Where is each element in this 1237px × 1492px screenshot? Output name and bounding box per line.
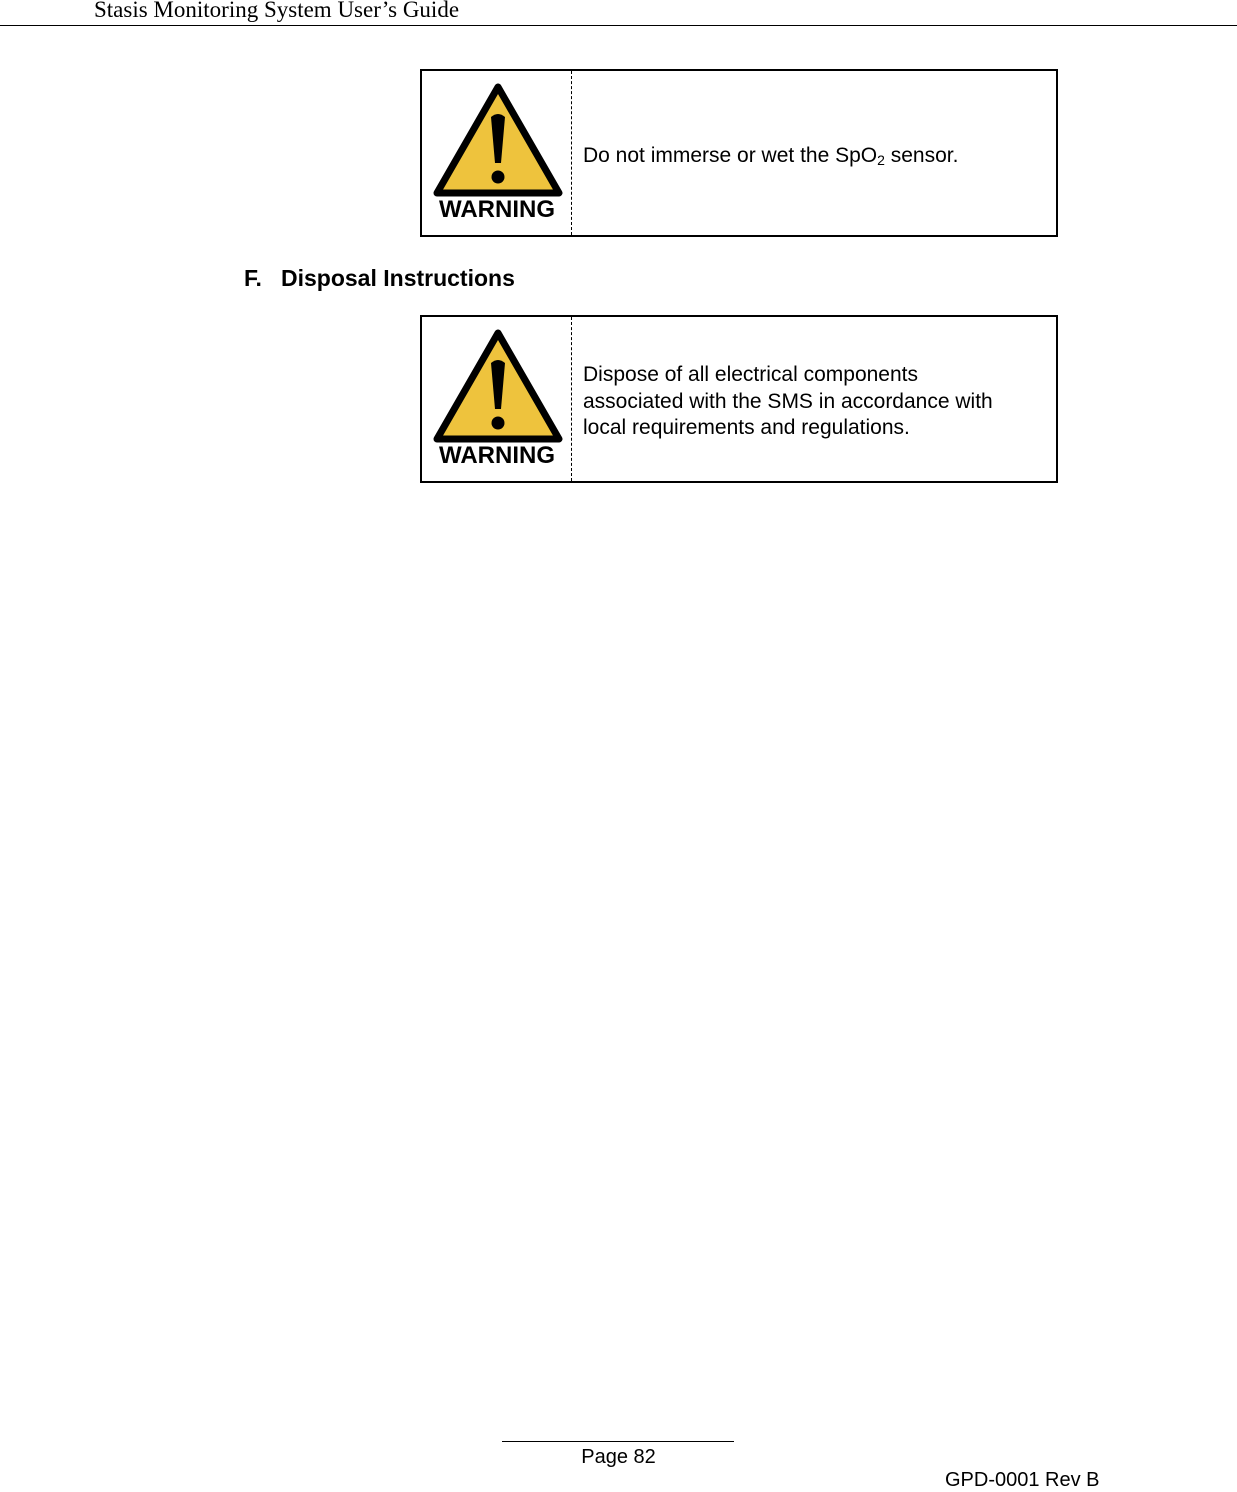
warning-text-cell — [572, 71, 1056, 235]
warning-text-cell — [572, 317, 1056, 481]
page-number: Page 82 — [581, 1446, 656, 1468]
section-heading — [244, 264, 515, 292]
section-title: Disposal Instructions — [281, 265, 515, 291]
subscript-two: 2 — [877, 152, 885, 168]
warning-message-line: Dispose of all electrical components — [583, 363, 918, 386]
warning-label: WARNING — [439, 196, 555, 223]
warning-message-line: local requirements and regulations. — [583, 416, 910, 439]
warning-icon-cell — [422, 71, 572, 235]
warning-message — [583, 362, 1053, 442]
warning-box-sensor — [420, 69, 1058, 237]
warning-box-disposal — [420, 315, 1058, 483]
header-title: Stasis Monitoring System User’s Guide — [94, 0, 460, 22]
footer-rule — [502, 1441, 734, 1442]
warning-label: WARNING — [439, 442, 555, 469]
warning-triangle-icon — [433, 83, 563, 197]
warning-triangle-icon — [433, 329, 563, 443]
page-header — [0, 0, 1237, 26]
warning-message — [583, 143, 958, 170]
warning-icon-cell — [422, 317, 572, 481]
document-id: GPD-0001 Rev B — [945, 1469, 1100, 1491]
warning-message-line: associated with the SMS in accordance with — [583, 389, 993, 413]
warning-message-part: sensor. — [884, 144, 959, 167]
section-letter: F. — [244, 265, 262, 291]
warning-message-part: Do not immerse or wet the SpO — [583, 144, 878, 167]
